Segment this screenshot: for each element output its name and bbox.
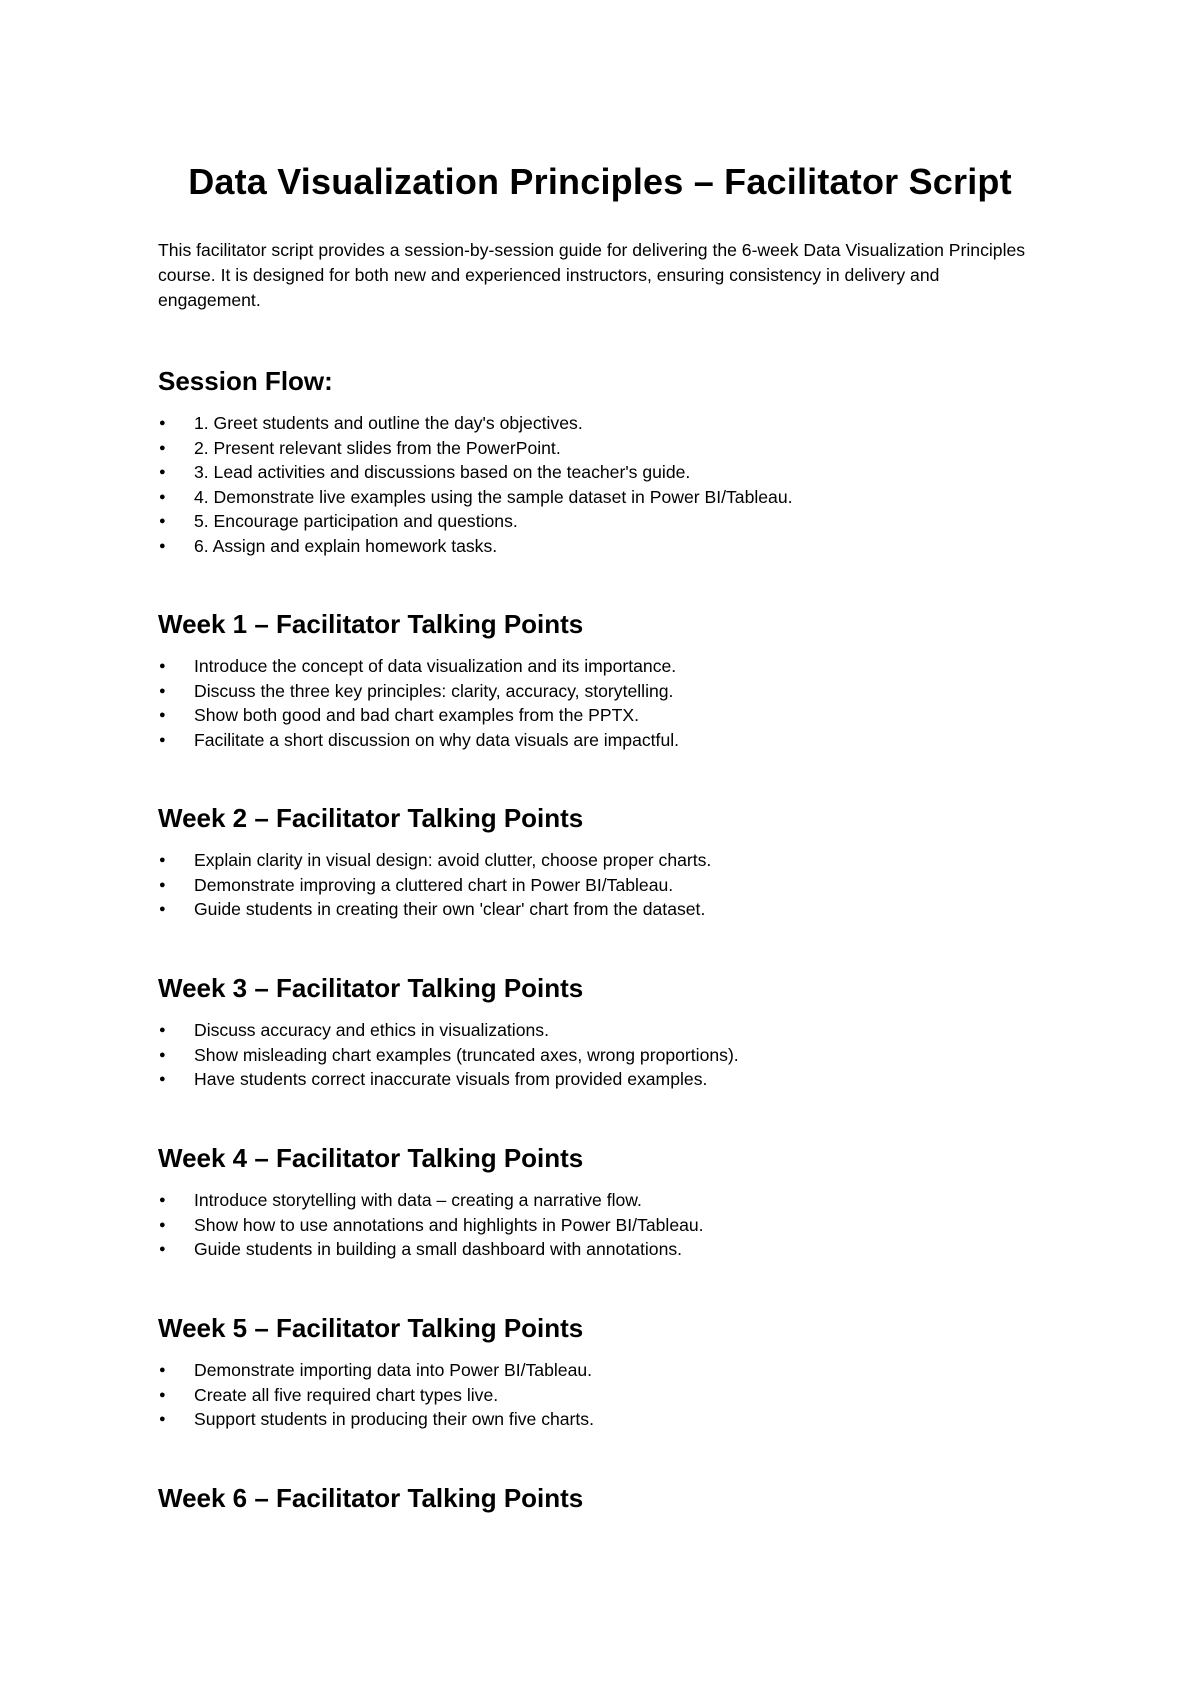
bullet-icon: ● (159, 1388, 166, 1401)
bullet-icon: ● (159, 660, 166, 672)
list-item: ● Show both good and bad chart examples from the PPTX. (158, 703, 1058, 728)
week-1-list (158, 654, 1058, 752)
bullet-icon: ● (159, 854, 166, 866)
list-item: ● 1. Greet students and outline the day's objectives. (158, 411, 1058, 436)
bullet-icon: ● (159, 1218, 166, 1231)
session-flow-list (158, 411, 1058, 558)
list-item: ● Demonstrate importing data into Power BI/Tableau. (158, 1358, 1058, 1383)
bullet-icon: ● (159, 490, 166, 503)
list-item: ● Facilitate a short discussion on why data visuals are impactful. (158, 728, 1058, 753)
list-item: ● 2. Present relevant slides from the PowerPoint. (158, 436, 1058, 461)
bullet-icon: ● (159, 417, 166, 429)
week-5-list (158, 1358, 1058, 1432)
session-flow-heading: Session Flow: (158, 366, 333, 396)
bullet-icon: ● (159, 539, 166, 552)
bullet-icon: ● (159, 709, 166, 721)
bullet-icon: ● (159, 1413, 166, 1425)
list-item: ● 4. Demonstrate live examples using the sample dataset in Power BI/Tableau. (158, 485, 1058, 510)
list-item: ● Explain clarity in visual design: avoid clutter, choose proper charts. (158, 848, 1058, 873)
list-item: ● Have students correct inaccurate visuals from provided examples. (158, 1067, 1058, 1092)
bullet-icon: ● (159, 1073, 166, 1085)
list-item: ● Guide students in building a small dashboard with annotations. (158, 1237, 1058, 1262)
week-5-heading: Week 5 – Facilitator Talking Points (158, 1313, 584, 1343)
week-4-heading: Week 4 – Facilitator Talking Points (158, 1143, 584, 1173)
bullet-icon: ● (159, 1243, 166, 1255)
list-item: ● Introduce the concept of data visualization and its importance. (158, 654, 1058, 679)
list-item: ● Discuss accuracy and ethics in visualizations. (158, 1018, 1058, 1043)
week-1-heading: Week 1 – Facilitator Talking Points (158, 609, 584, 639)
bullet-icon: ● (159, 878, 166, 891)
bullet-icon: ● (159, 515, 166, 527)
bullet-icon: ● (159, 1024, 166, 1036)
bullet-icon: ● (159, 1048, 166, 1061)
list-item: ● Support students in producing their own five charts. (158, 1407, 1058, 1432)
list-item: ● Show how to use annotations and highlights in Power BI/Tableau. (158, 1213, 1058, 1238)
list-item: ● Show misleading chart examples (truncated axes, wrong proportions). (158, 1043, 1058, 1068)
bullet-icon: ● (159, 1364, 166, 1376)
list-item: ● Introduce storytelling with data – creating a narrative flow. (158, 1188, 1058, 1213)
week-2-heading: Week 2 – Facilitator Talking Points (158, 803, 584, 833)
week-4-list (158, 1188, 1058, 1262)
week-3-list (158, 1018, 1058, 1092)
bullet-icon: ● (159, 441, 166, 454)
list-item: ● 3. Lead activities and discussions based on the teacher's guide. (158, 460, 1058, 485)
bullet-icon: ● (159, 1194, 166, 1206)
list-item: ● 6. Assign and explain homework tasks. (158, 534, 1058, 559)
week-3-heading: Week 3 – Facilitator Talking Points (158, 973, 584, 1003)
list-item: ● Guide students in creating their own 'clear' chart from the dataset. (158, 897, 1058, 922)
bullet-icon: ● (159, 684, 166, 697)
bullet-icon: ● (159, 903, 166, 915)
list-item: ● Demonstrate improving a cluttered chart in Power BI/Tableau. (158, 873, 1058, 898)
list-item: ● 5. Encourage participation and questions. (158, 509, 1058, 534)
page-title: Data Visualization Principles – Facilitator Script (188, 161, 1012, 202)
week-2-list (158, 848, 1058, 922)
intro-paragraph: This facilitator script provides a session-by-session guide for delivering the 6-week Data Visualization Principles course. It is designed for both new and experienced instructors, ensuring consistency in delivery and engagement. (158, 240, 1026, 310)
list-item: ● Create all five required chart types live. (158, 1383, 1058, 1408)
list-item: ● Discuss the three key principles: clarity, accuracy, storytelling. (158, 679, 1058, 704)
bullet-icon: ● (159, 466, 166, 478)
bullet-icon: ● (159, 733, 166, 746)
week-6-heading: Week 6 – Facilitator Talking Points (158, 1483, 584, 1513)
